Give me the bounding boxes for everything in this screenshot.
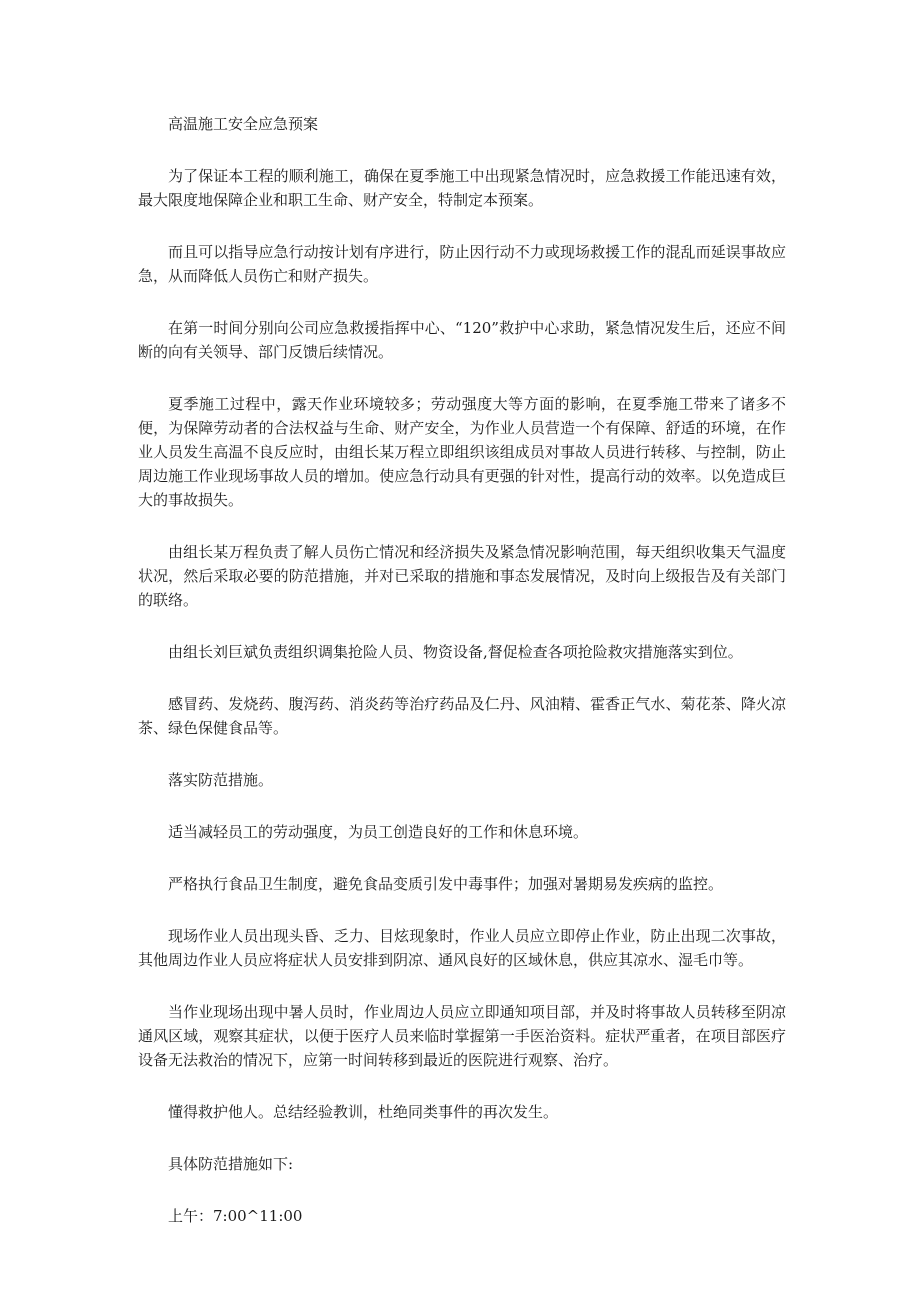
paragraph-7: 感冒药、发烧药、腹泻药、消炎药等治疗药品及仁丹、风油精、霍香正气水、菊花茶、降火凉茶、绿色保健食品等。 bbox=[138, 695, 786, 737]
paragraph-14: 具体防范措施如下: bbox=[168, 1155, 294, 1173]
paragraph-10: 严格执行食品卫生制度，避免食品变质引发中毒事件；加强对暑期易发疾病的监控。 bbox=[168, 875, 724, 893]
paragraph-5: 由组长某万程负责了解人员伤亡情况和经济损失及紧急情况影响范围，每天组织收集天气温度状况，然后采取必要的防范措施，并对已采取的措施和事态发展情况，及时向上级报告及有关部门的联络。 bbox=[138, 543, 786, 609]
paragraph-8: 落实防范措施。 bbox=[168, 771, 274, 789]
paragraph-9: 适当减轻员工的劳动强度，为员工创造良好的工作和休息环境。 bbox=[168, 823, 589, 841]
paragraph-12: 当作业现场出现中暑人员时，作业周边人员应立即通知项目部，并及时将事故人员转移至阴凉通风区域，观察其症状，以便于医疗人员来临时掌握第一手医治资料。症状严重者，在项目部医疗设备无法救治的情况下，应第一时间转移到最近的医院进行观察、治疗。 bbox=[138, 1003, 786, 1069]
document-page bbox=[138, 112, 786, 1256]
paragraph-15: 上午：7:00^11:00 bbox=[168, 1207, 303, 1225]
paragraph-6: 由组长刘巨斌负责组织调集抢险人员、物资设备,督促检查各项抢险救灾措施落实到位。 bbox=[168, 643, 743, 661]
paragraph-4: 夏季施工过程中，露天作业环境较多；劳动强度大等方面的影响，在夏季施工带来了诸多不便，为保障劳动者的合法权益与生命、财产安全，为作业人员营造一个有保障、舒适的环境，在作业人员发生高温不良反应时，由组长某万程立即组织该组成员对事故人员进行转移、与控制，防止周边施工作业现场事故人员的增加。使应急行动具有更强的针对性，提高行动的效率。以免造成巨大的事故损失。 bbox=[138, 395, 786, 509]
paragraph-1: 为了保证本工程的顺利施工，确保在夏季施工中出现紧急情况时，应急救援工作能迅速有效，最大限度地保障企业和职工生命、财产安全，特制定本预案。 bbox=[138, 167, 786, 209]
paragraph-2: 而且可以指导应急行动按计划有序进行，防止因行动不力或现场救援工作的混乱而延误事故应急，从而降低人员伤亡和财产损失。 bbox=[138, 243, 786, 285]
paragraph-11: 现场作业人员出现头昏、乏力、目炫现象时，作业人员应立即停止作业，防止出现二次事故，其他周边作业人员应将症状人员安排到阴凉、通风良好的区域休息，供应其凉水、湿毛巾等。 bbox=[138, 927, 786, 969]
paragraph-13: 懂得救护他人。总结经验教训，杜绝同类事件的再次发生。 bbox=[168, 1103, 559, 1121]
paragraph-3: 在第一时间分别向公司应急救援指挥中心、“120”救护中心求助，紧急情况发生后，还应不间断的向有关领导、部门反馈后续情况。 bbox=[138, 319, 786, 361]
document-title: 高温施工安全应急预案 bbox=[168, 115, 319, 133]
